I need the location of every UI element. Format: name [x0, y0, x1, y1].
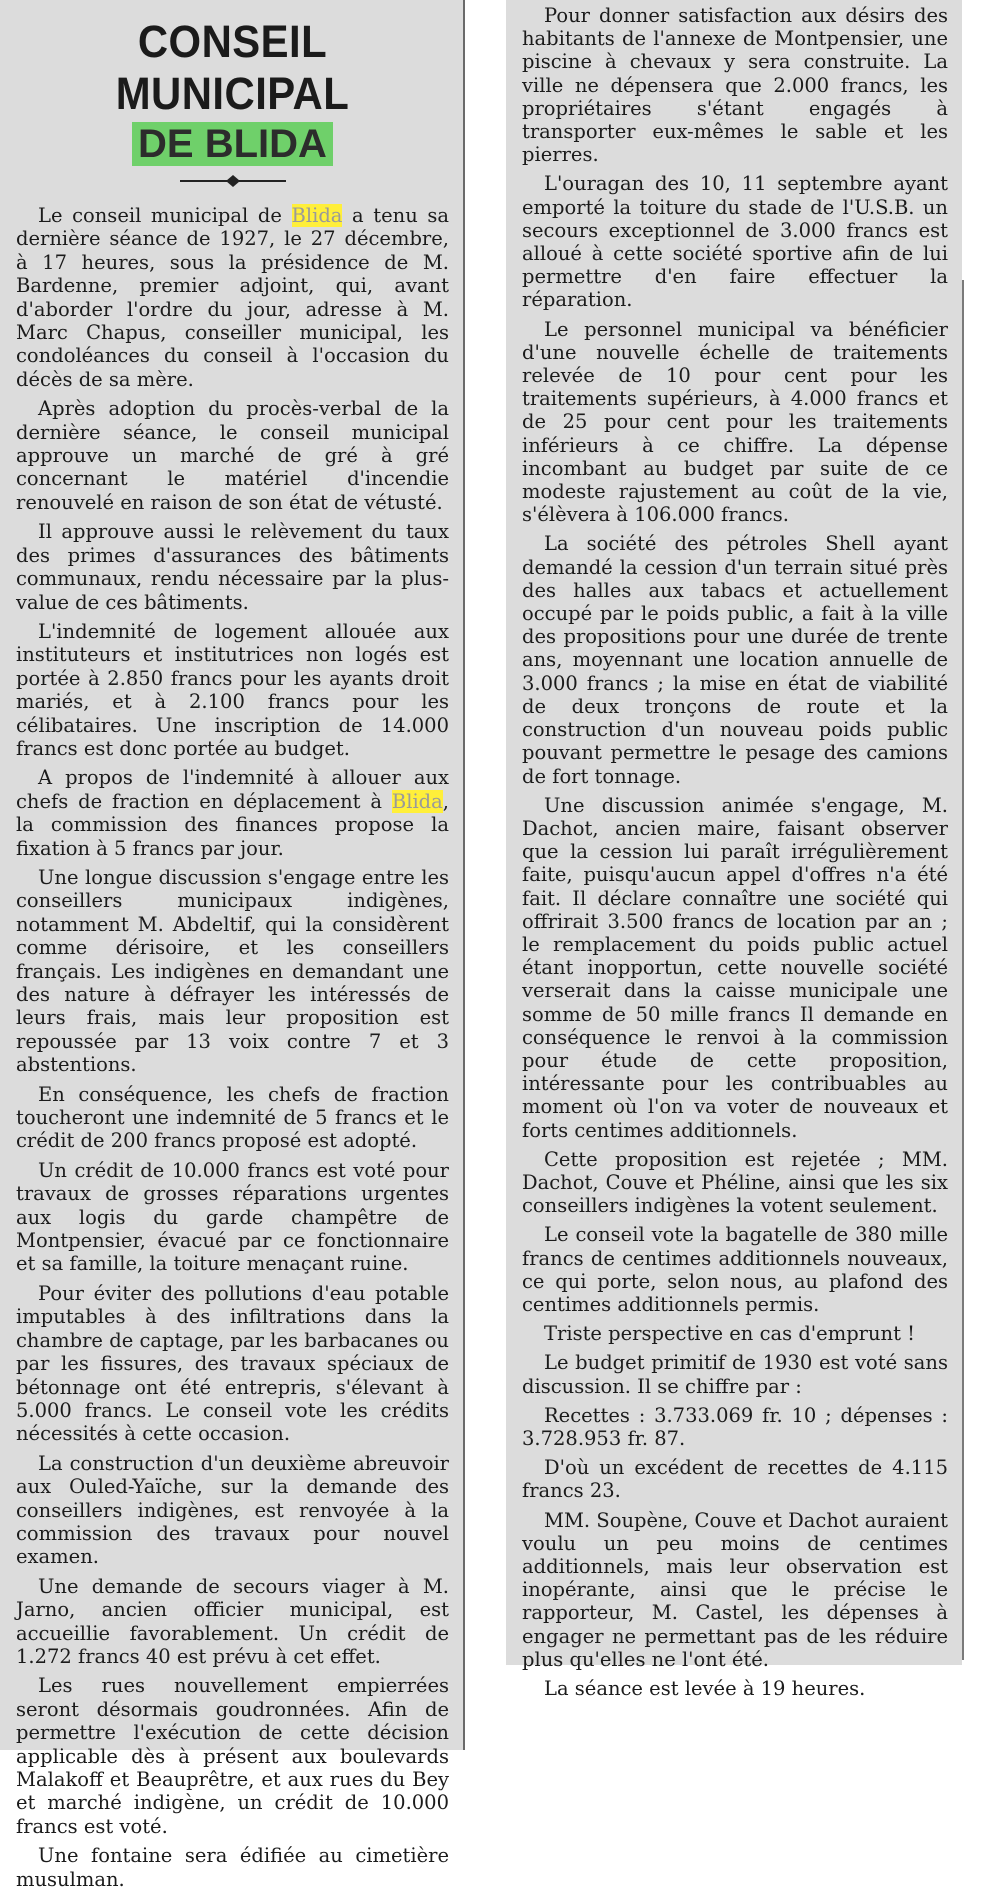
paragraph: L'ouragan des 10, 11 septembre ayant emporté la toiture du stade de l'U.S.B. un secours exceptionnel de 3.000 francs est alloué à cette société sportive afin de lui permettre d'en faire effectuer la réparation. — [522, 172, 948, 312]
paragraph: Les rues nouvellement empierrées seront désormais goudronnées. Afin de permettre l'exécution de cette décision applicable dès à présent aux boulevards Malakoff et Beauprêtre, et aux rues du Bey et marché indigène, un crédit de 10.000 francs est voté. — [16, 1674, 449, 1838]
right-column — [506, 0, 962, 1701]
paragraph: Pour donner satisfaction aux désirs des habitants de l'annexe de Montpensier, une piscine à chevaux y sera construite. La ville ne dépensera que 2.000 francs, les propriétaires s'étant engagés à transporter eux-mêmes le sable et les pierres. — [522, 4, 948, 167]
paragraph: MM. Soupène, Couve et Dachot auraient voulu un peu moins de centimes additionnels, mais leur observation est inopérante, ainsi que le précise le rapporteur, M. Castel, les dépenses à engager ne permettant pas de les réduire plus qu'elles ne l'ont été. — [522, 1508, 948, 1671]
ornament-divider — [178, 174, 288, 188]
left-column — [0, 0, 463, 1891]
paragraph: Cette proposition est rejetée ; MM. Dachot, Couve et Phéline, ainsi que les six conseillers indigènes la votent seulement. — [522, 1147, 948, 1218]
paragraph: Recettes : 3.733.069 fr. 10 ; dépenses : 3.728.953 fr. 87. — [522, 1403, 948, 1450]
column-rule — [962, 280, 964, 1660]
paragraph: L'indemnité de logement allouée aux instituteurs et institutrices non logés est portée à 2.850 francs pour les ayants droit mariés, et à 2.100 francs pour les célibataires. Une inscription de 14.000 francs est donc portée au budget. — [16, 619, 449, 760]
paragraph: Après adoption du procès-verbal de la dernière séance, le conseil municipal approuve un marché de gré à gré concernant le matériel d'incendie renouvelé en raison de son état de vétusté. — [16, 397, 449, 514]
paragraph: D'où un excédent de recettes de 4.115 francs 23. — [522, 1456, 948, 1503]
paragraph: A propos de l'indemnité à allouer aux chefs de fraction en déplacement à Blida, la commission des finances propose la fixation à 5 francs par jour. — [16, 766, 449, 860]
paragraph: La construction d'un deuxième abreuvoir aux Ouled-Yaïche, sur la demande des conseillers indigènes, est renvoyée à la commission des travaux pour nouvel examen. — [16, 1451, 449, 1569]
paragraph: Le personnel municipal va bénéficier d'une nouvelle échelle de traitements relevée de 10 pour cent pour les traitements supérieurs, à 4.000 francs et de 25 pour cent pour les traitements inférieurs à ce chiffre. La dépense incombant au budget par suite de ce modeste rajustement au coût de la vie, s'élèvera à 106.000 francs. — [522, 317, 948, 527]
paragraph: Il approuve aussi le relèvement du taux des primes d'assurances des bâtiments communaux, rendu nécessaire par la plus-value de ces bâtiments. — [16, 520, 449, 614]
paragraph: Le conseil municipal de Blida a tenu sa dernière séance de 1927, le 27 décembre, à 17 heures, sous la présidence de M. Bardenne, premier adjoint, qui, avant d'aborder l'ordre du jour, adresse à M. Marc Chapus, conseiller municipal, les condoléances du conseil à l'occasion du décès de sa mère. — [16, 204, 449, 391]
paragraph: La société des pétroles Shell ayant demandé la cession d'un terrain situé près des halles aux tabacs et actuellement occupé par le poids public, a fait à la ville des propositions pour une durée de trente ans, moyennant une location annuelle de 3.000 francs ; la mise en état de viabilité de deux tronçons de route et la construction d'un nouveau poids public pouvant permettre le pesage des camions de fort tonnage. — [522, 532, 948, 788]
search-highlight: Blida — [291, 204, 343, 227]
paragraph: Le budget primitif de 1930 est voté sans discussion. Il se chiffre par : — [522, 1351, 948, 1398]
article-subtitle: DE BLIDA — [132, 122, 333, 166]
paragraph: Une discussion animée s'engage, M. Dachot, ancien maire, faisant observer que la cession lui paraît irrégulièrement faite, puisqu'aucun appel d'offres n'a été fait. Il déclare connaître une société qui offrirait 3.500 francs de location par an ; le remplacement du poids public actuel étant inopportun, cette nouvelle société verserait dans la caisse municipale une somme de 50 mille francs Il demande en conséquence le renvoi à la commission pour étude de cette proposition, intéressante pour les contribuables au moment où l'on va voter de nouveaux et forts centimes additionnels. — [522, 793, 948, 1142]
paragraph: La séance est levée à 19 heures. — [544, 1677, 866, 1701]
search-highlight: Blida — [391, 789, 443, 813]
subtitle-wrap — [16, 122, 449, 166]
column-rule — [463, 0, 465, 1750]
paragraph: Une demande de secours viager à M. Jarno, ancien officier municipal, est accueillie favorablement. Un crédit de 1.272 francs 40 est prévu à cet effet. — [16, 1574, 449, 1668]
paragraph: Le conseil vote la bagatelle de 380 mille francs de centimes additionnels nouveaux, ce qui porte, selon nous, au plafond des centimes additionnels permis. — [522, 1223, 948, 1316]
paragraph: Une fontaine sera édifiée au cimetière musulman. — [16, 1844, 449, 1891]
paragraph: En conséquence, les chefs de fraction toucheront une indemnité de 5 francs et le crédit de 200 francs proposé est adopté. — [16, 1082, 449, 1153]
article-title: CONSEIL MUNICIPAL — [115, 16, 350, 119]
paragraph: Une longue discussion s'engage entre les conseillers municipaux indigènes, notamment M. Abdeltif, qui la considèrent comme dérisoire, et les conseillers français. Les indigènes en demandant une des nature à défrayer les intéressés de leurs frais, mais leur proposition est repoussée par 13 voix contre 7 et 3 abstentions. — [16, 865, 449, 1077]
paragraph: Un crédit de 10.000 francs est voté pour travaux de grosses réparations urgentes aux logis du garde champêtre de Montpensier, évacué par ce fonctionnaire et sa famille, la toiture menaçant ruine. — [16, 1158, 449, 1276]
paragraph: Triste perspective en cas d'emprunt ! — [544, 1322, 915, 1346]
paragraph: Pour éviter des pollutions d'eau potable imputables à des infiltrations dans la chambre de captage, par les barbacanes ou par les fissures, des travaux spéciaux de bétonnage ont été entrepris, s'élevant à 5.000 francs. Le conseil vote les crédits nécessités à cette occasion. — [16, 1281, 449, 1446]
